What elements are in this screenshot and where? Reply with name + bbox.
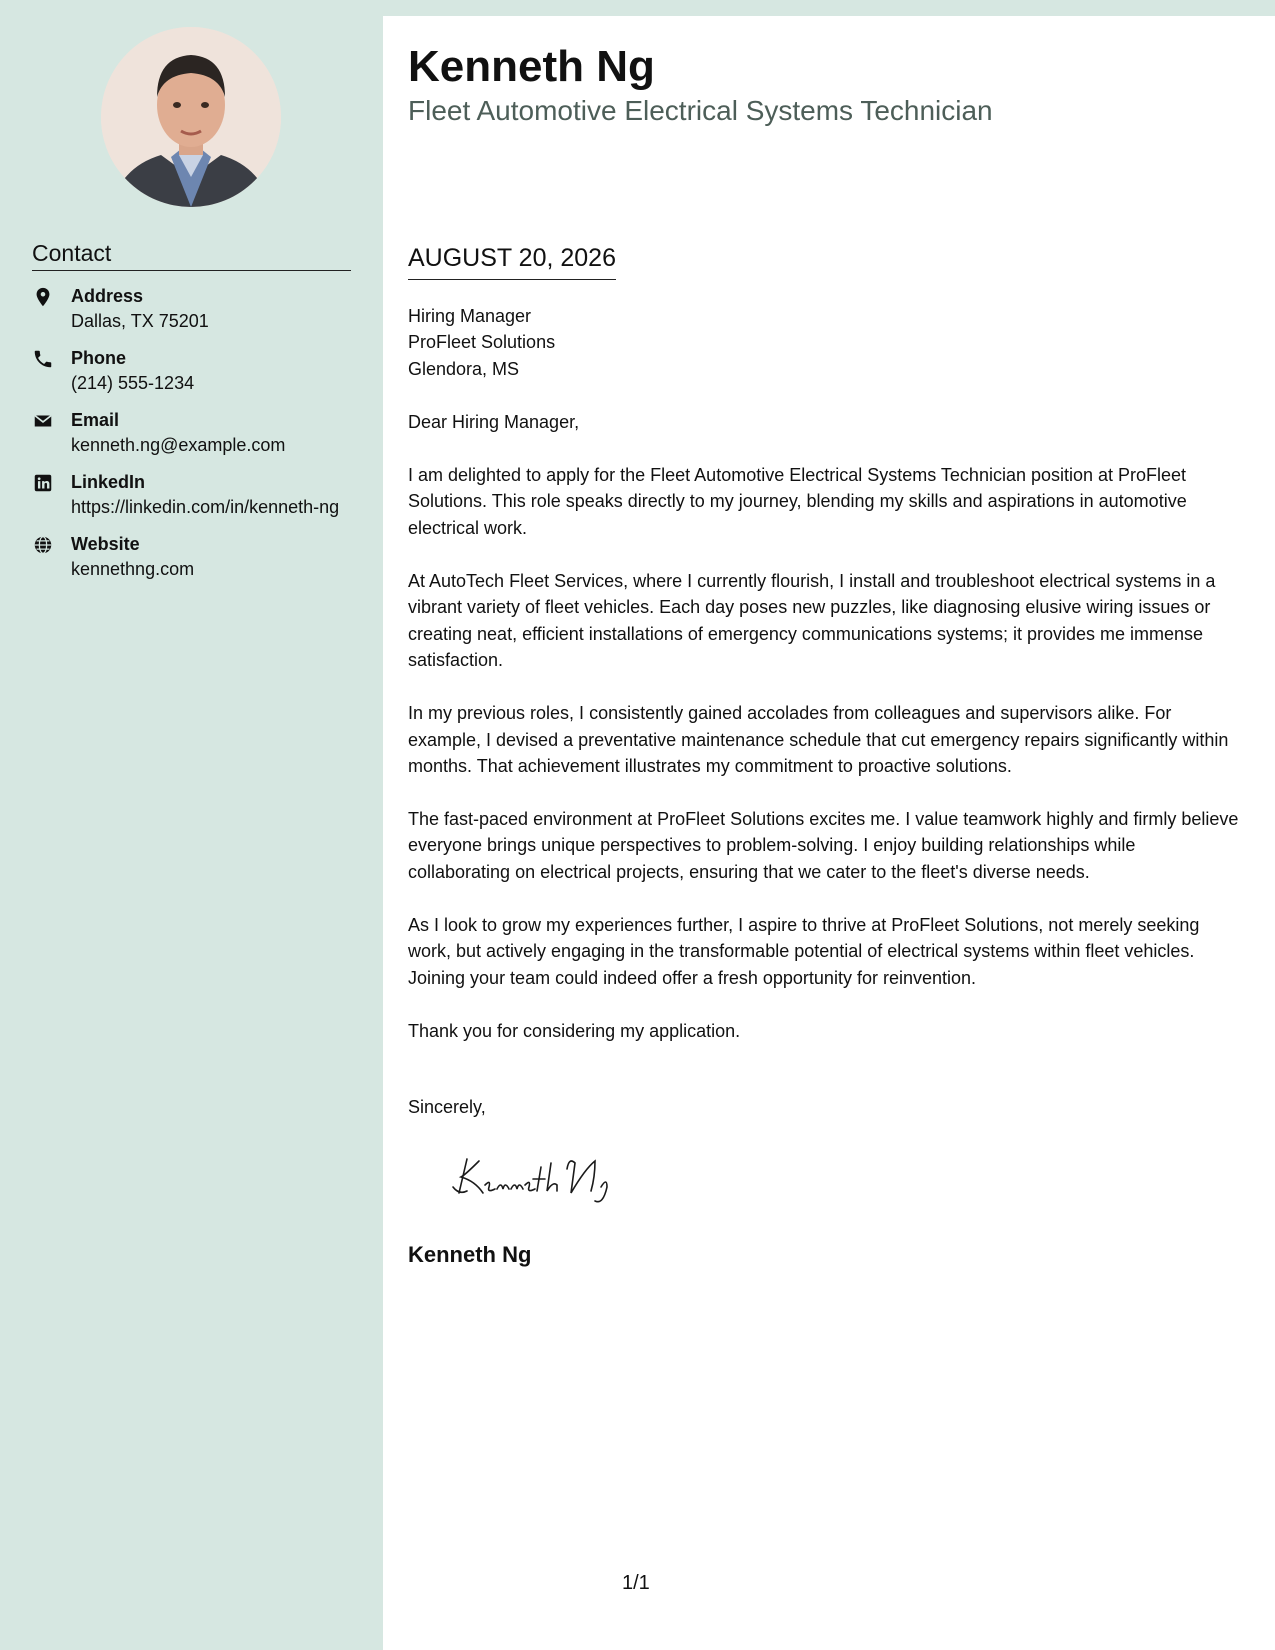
contact-value: Dallas, TX 75201 (71, 311, 209, 331)
signer-name: Kenneth Ng (408, 1242, 532, 1267)
contact-item-linkedin (32, 470, 352, 519)
letter-body (408, 303, 1240, 1071)
contact-label: Website (71, 534, 140, 554)
letter-paragraph: As I look to grow my experiences further, I aspire to thrive at ProFleet Solutions, not merely seeking work, but actively engaging in the transformable potential of electrical systems within fleet vehicles. Joining your team could indeed offer a fresh opportunity for reinvention. (408, 915, 1200, 988)
linkedin-icon (32, 472, 56, 496)
contact-item-website (32, 532, 352, 581)
letter-paragraph: The fast-paced environment at ProFleet Solutions excites me. I value teamwork highly and firmly believe everyone brings unique perspectives to problem-solving. I enjoy building relationships while collaborating on electrical projects, ensuring that we cater to the fleet's diverse needs. (408, 809, 1239, 882)
contact-heading: Contact (32, 240, 351, 271)
page-number: 1/1 (622, 1572, 650, 1594)
map-pin-icon (32, 286, 56, 310)
contact-label: Email (71, 410, 120, 430)
contact-label: Phone (71, 348, 127, 368)
closing: Sincerely, (408, 1097, 486, 1117)
letter-paragraph: At AutoTech Fleet Services, where I currently flourish, I install and troubleshoot electrical systems in a vibrant variety of fleet vehicles. Each day poses new puzzles, like diagnosing elusive wiring issues or creating neat, efficient installations of emergency communications systems; it provides me immense satisfaction. (408, 571, 1216, 670)
contact-value: (214) 555-1234 (71, 373, 195, 393)
applicant-name: Kenneth Ng (408, 42, 655, 91)
contact-value[interactable]: kennethng.com (71, 559, 195, 579)
contact-value[interactable]: kenneth.ng@example.com (71, 435, 286, 455)
recipient-line: Glendora, MS (408, 358, 520, 379)
salutation: Dear Hiring Manager, (408, 411, 580, 432)
job-title: Fleet Automotive Electrical Systems Technician (408, 95, 993, 126)
handwritten-signature (445, 1147, 635, 1212)
letter-paragraph: In my previous roles, I consistently gained accolades from colleagues and supervisors alike. For example, I devised a preventative maintenance schedule that cut emergency repairs significantly within months. That achievement illustrates my commitment to proactive solutions. (408, 703, 1229, 776)
letter-paragraph: I am delighted to apply for the Fleet Automotive Electrical Systems Technician position at ProFleet Solutions. This role speaks directly to my journey, blending my skills and aspirations in automotive electrical work. (408, 465, 1187, 538)
recipient-line: ProFleet Solutions (408, 332, 556, 353)
letter-paragraph: Thank you for considering my application. (408, 1020, 741, 1041)
contact-item-address (32, 284, 352, 333)
contact-label: Address (71, 286, 144, 306)
letter-date: AUGUST 20, 2026 (408, 244, 616, 280)
profile-photo (101, 27, 281, 207)
contact-value[interactable]: https://linkedin.com/in/kenneth-ng (71, 497, 340, 517)
globe-icon (32, 534, 56, 558)
contact-label: LinkedIn (71, 472, 146, 492)
recipient-line: Hiring Manager (408, 306, 532, 326)
contact-item-email (32, 408, 352, 457)
envelope-icon (32, 410, 56, 434)
contact-list (32, 284, 352, 594)
phone-icon (32, 348, 56, 372)
recipient-block (408, 303, 1240, 382)
contact-item-phone (32, 346, 352, 395)
